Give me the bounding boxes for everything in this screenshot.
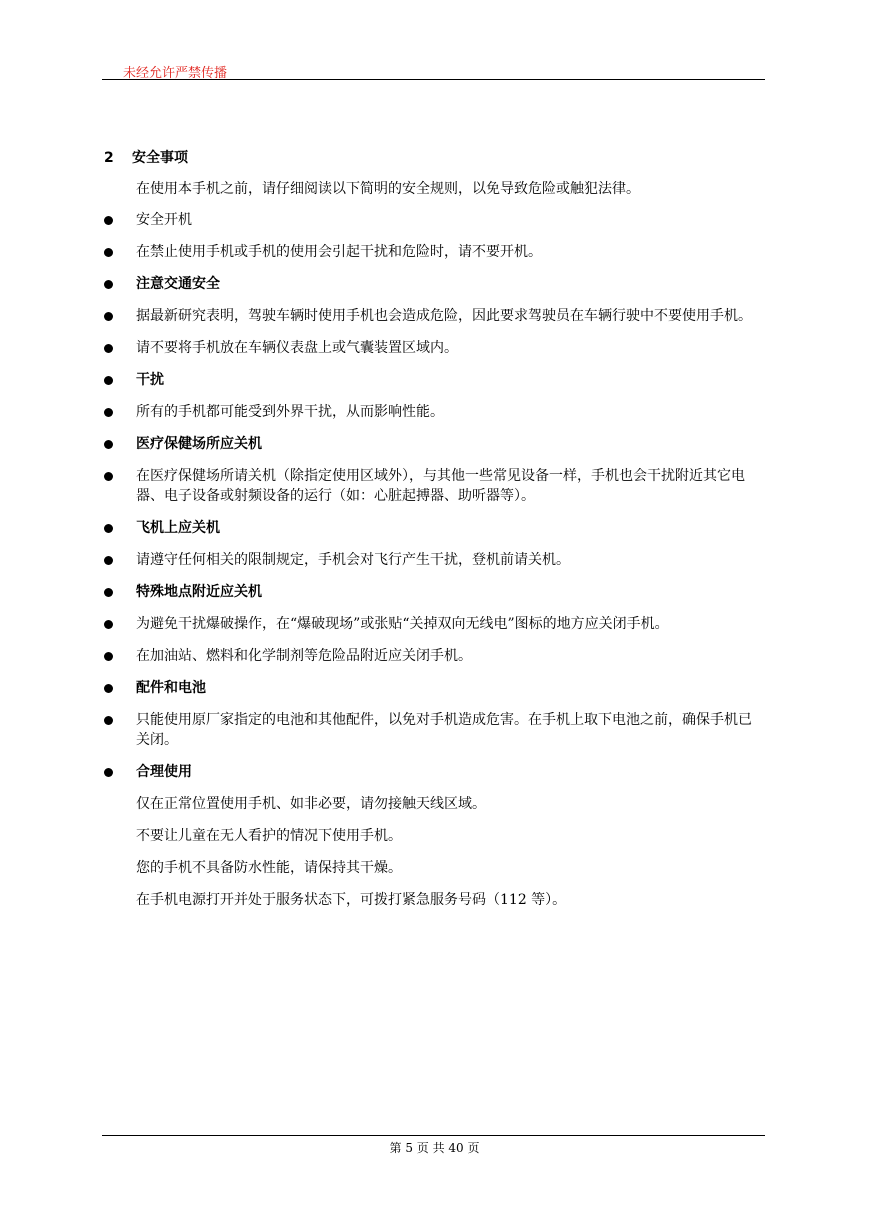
list-item (102, 274, 765, 294)
list-item-text: 请不要将手机放在车辆仪表盘上或气囊装置区域内。 (136, 340, 458, 356)
header-divider (102, 79, 765, 80)
list-item (102, 370, 765, 390)
usage-paragraph: 仅在正常位置使用手机、如非必要，请勿接触天线区域。 (136, 796, 486, 812)
list-item-text: 在加油站、燃料和化学制剂等危险品附近应关闭手机。 (136, 648, 472, 664)
page-header-notice: 未经允许严禁传播 (123, 66, 228, 81)
list-item (102, 678, 765, 698)
footer-divider (102, 1135, 765, 1136)
list-item-text: 在禁止使用手机或手机的使用会引起干扰和危险时，请不要开机。 (136, 244, 542, 260)
bullet-icon (104, 716, 113, 725)
bullet-icon (104, 216, 113, 225)
list-item (102, 518, 765, 538)
bullet-icon (104, 588, 113, 597)
list-item-text: 特殊地点附近应关机 (136, 584, 262, 600)
list-item-text: 合理使用 (136, 764, 192, 780)
bullet-icon (104, 472, 113, 481)
usage-paragraph: 在手机电源打开并处于服务状态下，可拨打紧急服务号码（112 等）。 (136, 892, 567, 908)
list-item-text: 只能使用原厂家指定的电池和其他配件，以免对手机造成危害。在手机上取下电池之前，确保手机已关闭。 (136, 712, 752, 748)
list-item (102, 762, 765, 782)
bullet-icon (104, 684, 113, 693)
bullet-icon (104, 312, 113, 321)
bullet-icon (104, 280, 113, 289)
list-item (102, 242, 765, 262)
list-item-text: 飞机上应关机 (136, 520, 220, 536)
bullet-icon (104, 408, 113, 417)
list-item-text: 注意交通安全 (136, 276, 220, 292)
bullet-icon (104, 556, 113, 565)
list-item (102, 614, 765, 634)
list-item-text: 请遵守任何相关的限制规定，手机会对飞行产生干扰，登机前请关机。 (136, 552, 570, 568)
bullet-icon (104, 344, 113, 353)
list-item (102, 710, 765, 750)
list-item (102, 210, 765, 230)
usage-paragraph: 您的手机不具备防水性能，请保持其干燥。 (136, 860, 402, 876)
list-item-text: 为避免干扰爆破操作，在“爆破现场”或张贴“关掉双向无线电”图标的地方应关闭手机。 (136, 616, 669, 632)
list-item-text: 据最新研究表明，驾驶车辆时使用手机也会造成危险，因此要求驾驶员在车辆行驶中不要使用手机。 (136, 308, 752, 324)
bullet-icon (104, 652, 113, 661)
section-number: 2 (104, 150, 114, 166)
bullet-icon (104, 248, 113, 257)
bullet-icon (104, 524, 113, 533)
list-item-text: 在医疗保健场所请关机（除指定使用区域外），与其他一些常见设备一样，手机也会干扰附近其它电器、电子设备或射频设备的运行（如：心脏起搏器、助听器等）。 (136, 468, 745, 504)
bullet-icon (104, 768, 113, 777)
page-number: 第 5 页 共 40 页 (389, 1141, 480, 1155)
intro-paragraph: 在使用本手机之前，请仔细阅读以下简明的安全规则，以免导致危险或触犯法律。 (136, 181, 640, 197)
list-item-text: 医疗保健场所应关机 (136, 436, 262, 452)
safety-list (102, 210, 765, 922)
list-item (102, 646, 765, 666)
list-item (102, 582, 765, 602)
list-item-text: 干扰 (136, 372, 164, 388)
usage-paragraph: 不要让儿童在无人看护的情况下使用手机。 (136, 828, 402, 844)
bullet-icon (104, 440, 113, 449)
list-item (102, 338, 765, 358)
section-heading (104, 147, 188, 167)
list-item (102, 466, 765, 506)
list-item-text: 安全开机 (136, 212, 192, 228)
list-item (102, 434, 765, 454)
list-item (102, 402, 765, 422)
bullet-icon (104, 376, 113, 385)
list-item-text: 配件和电池 (136, 680, 206, 696)
bullet-icon (104, 620, 113, 629)
list-item (102, 306, 765, 326)
list-item (102, 550, 765, 570)
list-item-text: 所有的手机都可能受到外界干扰，从而影响性能。 (136, 404, 444, 420)
section-title: 安全事项 (132, 150, 188, 166)
